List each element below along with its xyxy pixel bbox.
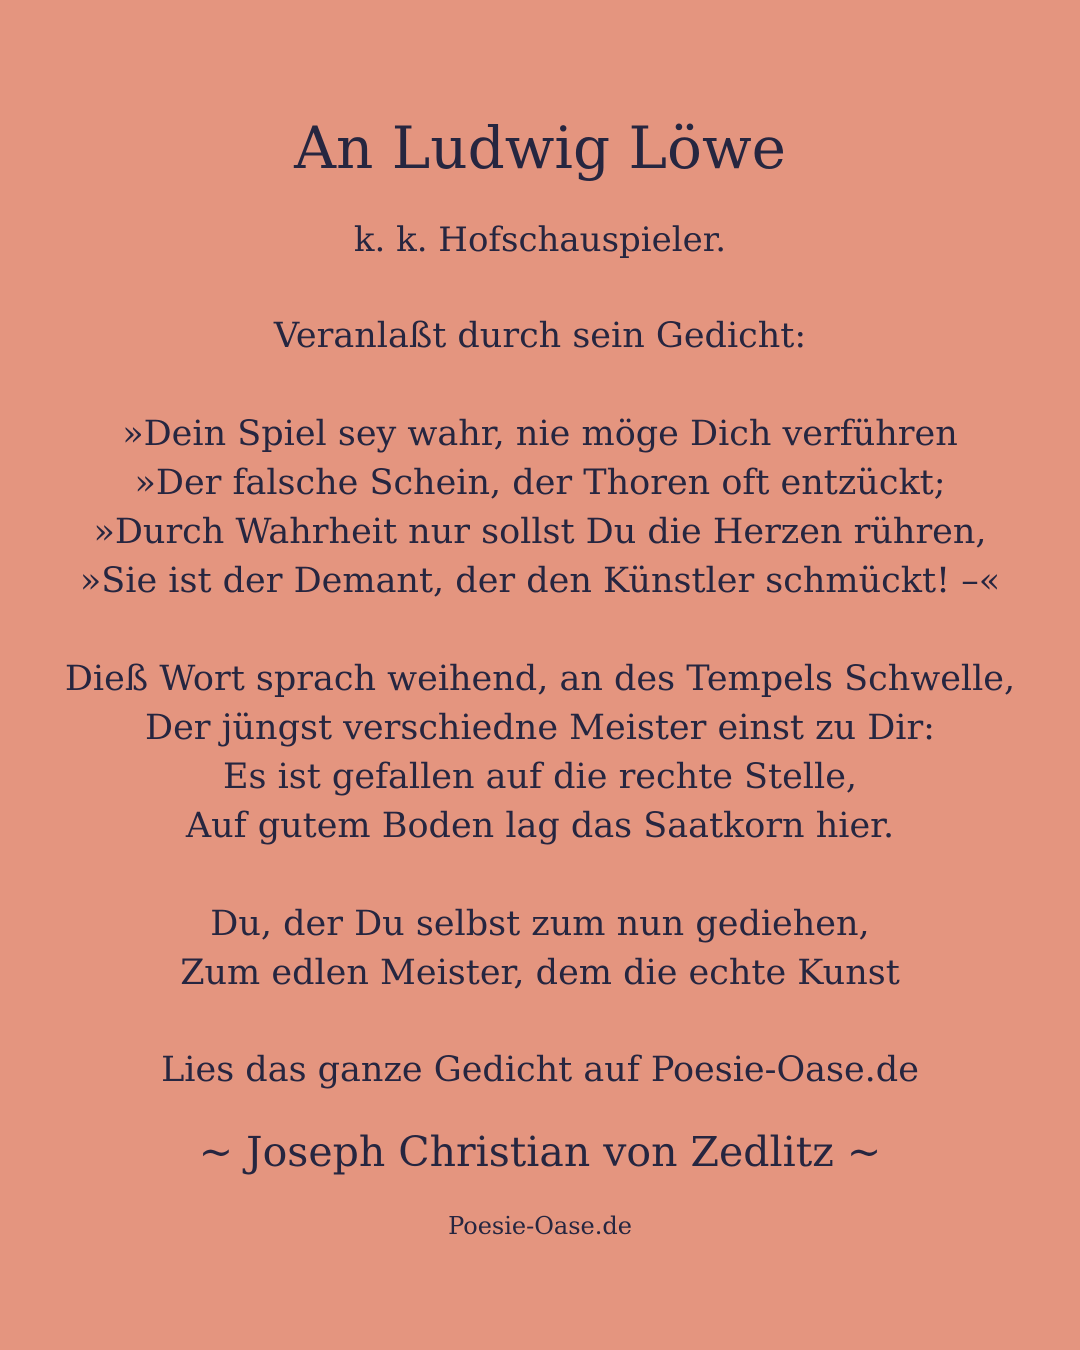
poem-line: »Durch Wahrheit nur sollst Du die Herzen rühren, <box>93 512 987 552</box>
stanza <box>0 410 1080 606</box>
poem-line: Du, der Du selbst zum nun gediehen, <box>210 904 870 944</box>
poem-line: Auf gutem Boden lag das Saatkorn hier. <box>185 806 895 846</box>
poem-line: »Dein Spiel sey wahr, nie möge Dich verführen <box>122 414 958 454</box>
poem-line: Zum edlen Meister, dem die echte Kunst <box>180 953 900 993</box>
read-more-note: Lies das ganze Gedicht auf Poesie-Oase.de <box>161 1050 919 1090</box>
poem-line: Dieß Wort sprach weihend, an des Tempels Schwelle, <box>64 659 1016 699</box>
poem-author: ~ Joseph Christian von Zedlitz ~ <box>198 1128 882 1176</box>
poem-line: Veranlaßt durch sein Gedicht: <box>273 316 807 356</box>
poem-line: »Der falsche Schein, der Thoren oft entzückt; <box>134 463 946 503</box>
stanza <box>0 655 1080 851</box>
poem-line: Der jüngst verschiedne Meister einst zu Dir: <box>145 708 935 748</box>
poem-line: »Sie ist der Demant, der den Künstler schmückt! –« <box>79 561 1001 601</box>
site-watermark: Poesie-Oase.de <box>448 1212 632 1240</box>
stanza <box>0 900 1080 998</box>
poem-title: An Ludwig Löwe <box>294 114 786 182</box>
poem-subtitle: k. k. Hofschauspieler. <box>353 220 727 260</box>
poem-line: Es ist gefallen auf die rechte Stelle, <box>222 757 858 797</box>
stanza-intro <box>0 312 1080 361</box>
